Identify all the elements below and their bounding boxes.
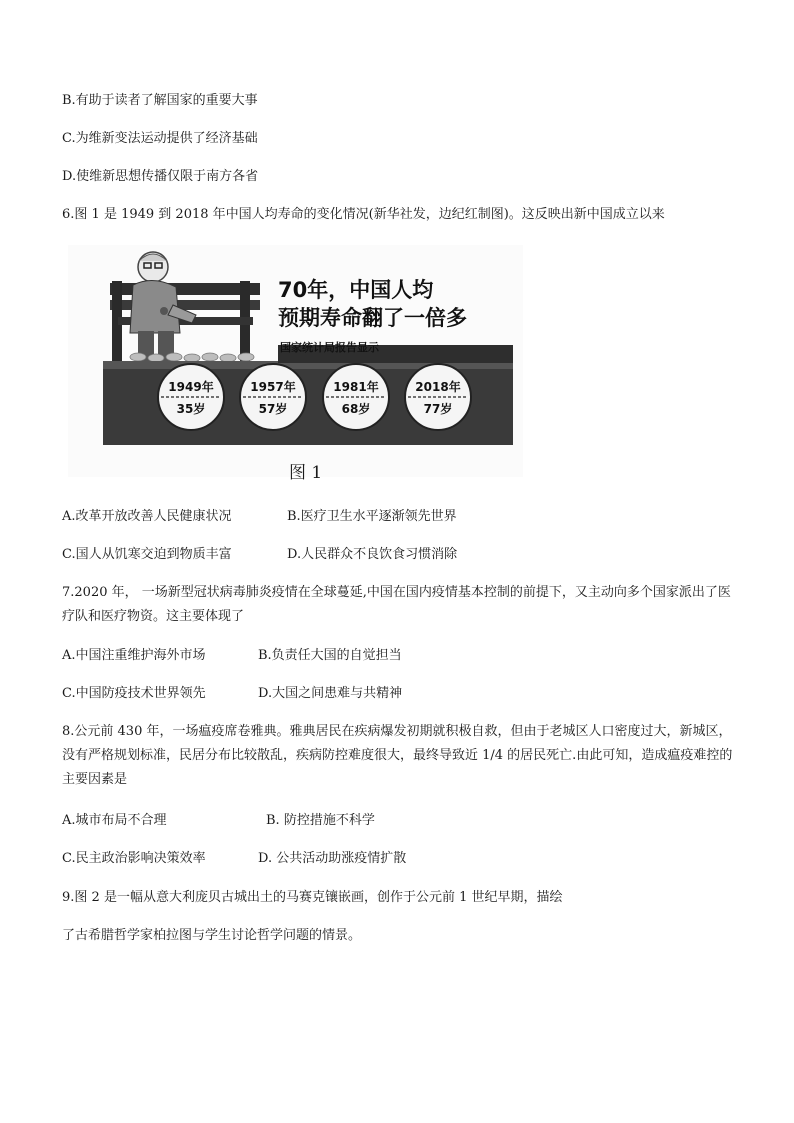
year-label-1957: 1957年 xyxy=(250,380,296,394)
year-circle-1981 xyxy=(323,364,389,430)
year-label-1981: 1981年 xyxy=(333,380,379,394)
q6-option-c: C.国人从饥寒交迫到物质丰富 xyxy=(62,547,232,562)
age-label-1981: 68岁 xyxy=(341,402,371,416)
q6-option-b: B.医疗卫生水平逐渐领先世界 xyxy=(287,509,457,524)
q9-stem-line2: 了古希腊哲学家柏拉图与学生讨论哲学问题的情景。 xyxy=(62,928,362,943)
q5-option-c: C.为维新变法运动提供了经济基础 xyxy=(62,131,258,146)
q8-option-d: D. 公共活动助涨疫情扩散 xyxy=(258,851,407,866)
age-label-2018: 77岁 xyxy=(423,402,453,416)
q5-option-b: B.有助于读者了解国家的重要大事 xyxy=(62,93,258,108)
q6-option-a: A.改革开放改善人民健康状况 xyxy=(62,509,232,524)
figure-headline-line1: 70年，中国人均 xyxy=(278,278,434,302)
year-label-2018: 2018年 xyxy=(415,380,461,394)
q7-option-a: A.中国注重维护海外市场 xyxy=(62,648,206,663)
q6-option-d: D.人民群众不良饮食习惯消除 xyxy=(287,547,458,562)
q6-stem: 6.图 1 是 1949 到 2018 年中国人均寿命的变化情况(新华社发，边纪红制图)。这反映出新中国成立以来 xyxy=(62,207,665,222)
year-circle-1957 xyxy=(240,364,306,430)
year-circle-2018 xyxy=(405,364,471,430)
year-circle-1949 xyxy=(158,364,224,430)
q7-option-c: C.中国防疫技术世界领先 xyxy=(62,686,206,701)
figure-subheading: 国家统计局报告显示 xyxy=(280,341,379,354)
figure-1-life-expectancy xyxy=(68,245,523,477)
figure-1-caption: 图 1 xyxy=(289,463,323,483)
q7-option-d: D.大国之间患难与共精神 xyxy=(258,686,403,701)
q8-option-c: C.民主政治影响决策效率 xyxy=(62,851,206,866)
q8-option-a: A.城市布局不合理 xyxy=(62,813,167,828)
q8-stem: 8.公元前 430 年，一场瘟疫席卷雅典。雅典居民在疾病爆发初期就积极自救，但由于老城区人口密度过大，新城区，没有严格规划标准，民居分布比较散乱，疾病防控难度很大，最终导致近 1/4 的居民死亡.由此可知，造成瘟疫难控的主要因素是 xyxy=(62,724,733,787)
figure-headline-line2: 预期寿命翻了一倍多 xyxy=(278,306,467,330)
year-label-1949: 1949年 xyxy=(168,380,214,394)
age-label-1957: 57岁 xyxy=(258,402,288,416)
q7-option-b: B.负责任大国的自觉担当 xyxy=(258,648,402,663)
q8-option-b: B. 防控措施不科学 xyxy=(266,813,375,828)
q5-option-d: D.使维新思想传播仅限于南方各省 xyxy=(62,169,259,184)
q7-stem: 7.2020 年， 一场新型冠状病毒肺炎疫情在全球蔓延,中国在国内疫情基本控制的前提下，又主动向多个国家派出了医疗队和医疗物资。这主要体现了 xyxy=(62,585,731,624)
age-label-1949: 35岁 xyxy=(176,402,206,416)
q9-stem-line1: 9.图 2 是一幅从意大利庞贝古城出土的马赛克镶嵌画，创作于公元前 1 世纪早期，描绘 xyxy=(62,890,563,905)
